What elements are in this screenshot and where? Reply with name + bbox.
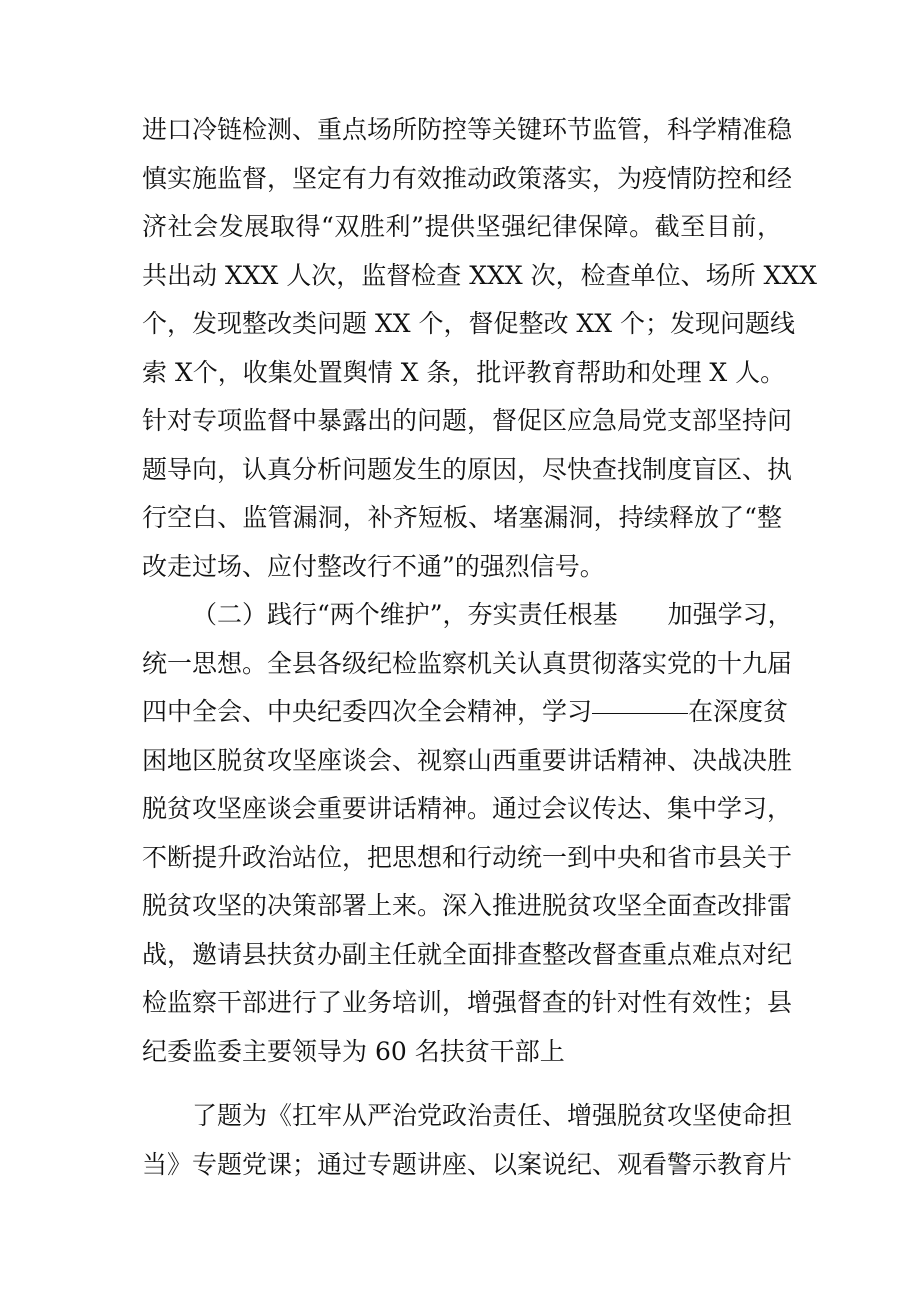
text-line-1: 进口冷链检测、重点场所防控等关键环节监管，科学精准稳	[142, 115, 793, 144]
document-body	[142, 106, 817, 1189]
underline-blank	[592, 689, 688, 714]
text-line-7: 针对专项监督中暴露出的问题，督促区应急局党支部坚持问	[142, 406, 793, 435]
text-line-4: 共出动 XXX 人次，监督检查 XXX 次，检查单位、场所 XXX	[142, 260, 817, 290]
text-line-19: 检监察干部进行了业务培训，增强督查的针对性有效性；县	[142, 988, 793, 1017]
text-line-2: 慎实施监督，坚定有力有效推动政策落实，为疫情防控和经	[142, 163, 793, 193]
text-line-14: 困地区脱贫攻坚座谈会、视察山西重要讲话精神、决战决胜	[142, 745, 793, 775]
text-line-8: 题导向，认真分析问题发生的原因，尽快查找制度盲区、执	[142, 454, 793, 484]
text-line-9: 行空白、监管漏洞，补齐短板、堵塞漏洞，持续释放了“整	[142, 503, 782, 532]
text-line-5: 个，发现整改类问题 XX 个，督促整改 XX 个；发现问题线	[142, 309, 795, 338]
paragraph-gap	[142, 1076, 782, 1092]
text-line-12: 统一思想。全县各级纪检监察机关认真贯彻落实党的十九届	[142, 648, 793, 678]
text-line-13-start: 四中全会、中央纪委四次全会精神，学习	[142, 697, 593, 726]
text-line-16: 不断提升政治站位，把思想和行动统一到中央和省市县关于	[142, 842, 793, 872]
text-line-22: 当》专题党课；通过专题讲座、以案说纪、观看警示教育片	[142, 1149, 793, 1179]
text-line-17: 脱贫攻坚的决策部署上来。深入推进脱贫攻坚全面查改排雷	[142, 891, 793, 920]
text-line-20: 纪委监委主要领导为 60 名扶贫干部上	[142, 1036, 565, 1066]
text-line-18: 战，邀请县扶贫办副主任就全面排查整改督查重点难点对纪	[142, 939, 793, 969]
text-line-15: 脱贫攻坚座谈会重要讲话精神。通过会议传达、集中学习，	[142, 794, 793, 823]
text-line-21: 了题为《扛牢从严治党政治责任、增强脱贫攻坚使命担	[192, 1101, 793, 1130]
text-line-6: 索 X个，收集处置舆情 X 条，批评教育帮助和处理 X 人。	[142, 357, 786, 387]
text-line-3: 济社会发展取得“双胜利”提供坚强纪律保障。截至目前，	[142, 212, 782, 241]
text-line-10: 改走过场、应付整改行不通”的强烈信号。	[142, 551, 605, 581]
text-line-13-end: 在深度贫	[688, 697, 789, 726]
text-line-13	[142, 688, 789, 737]
section-heading-line: （二）践行“两个维护”，夯实责任根基 加强学习，	[192, 600, 793, 629]
